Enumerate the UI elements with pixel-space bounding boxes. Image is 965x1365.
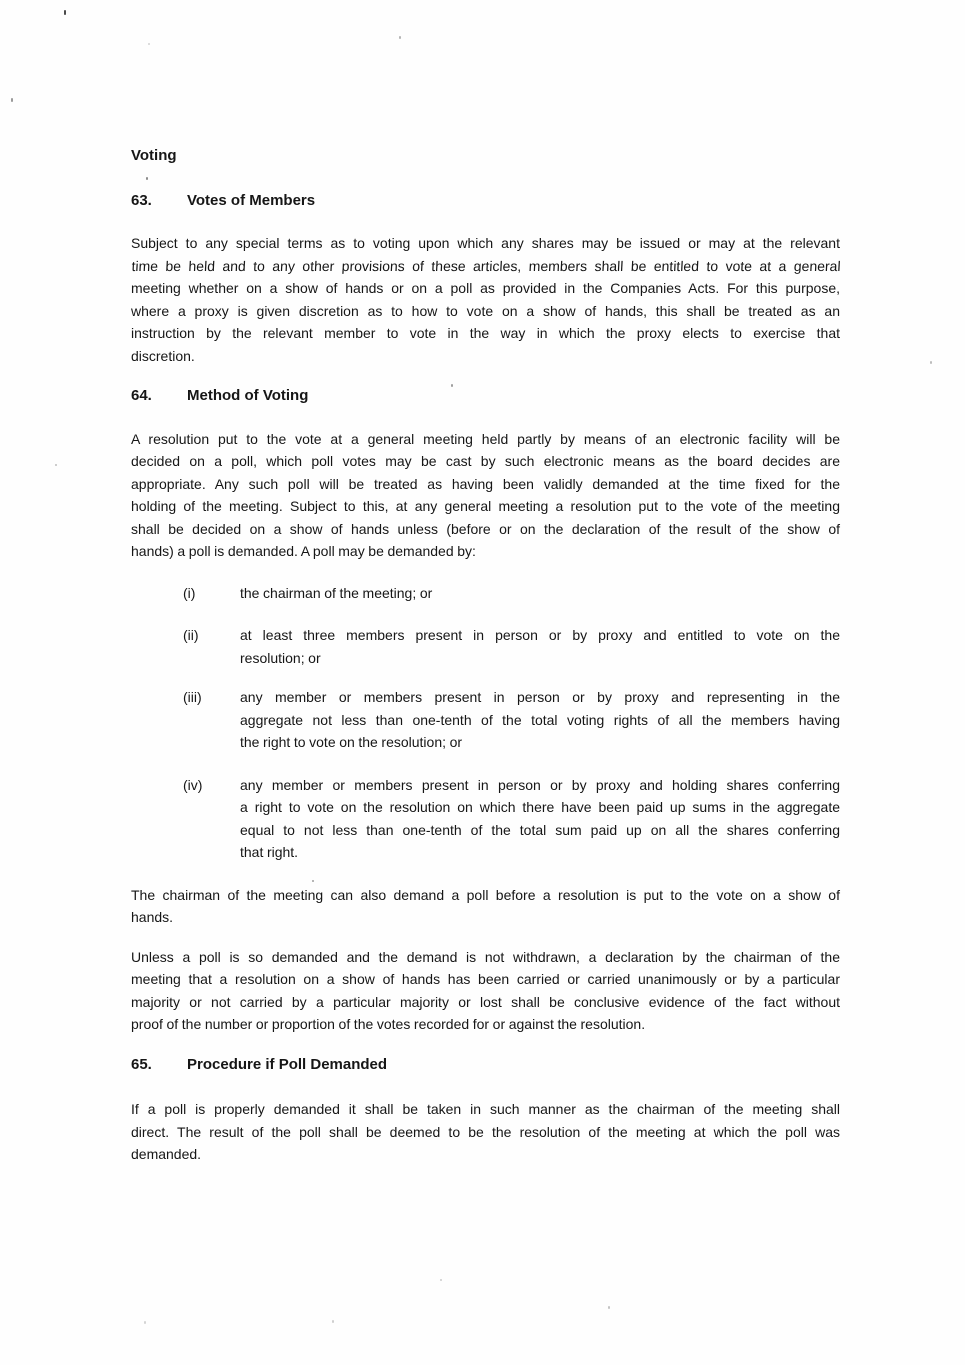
text-line: equal to not less than one-tenth of the total sum paid up on all the shares conferring — [240, 821, 840, 838]
text-line: any member or members present in person or by proxy and representing in the — [240, 689, 840, 705]
text-line: the right to vote on the resolution; or — [240, 734, 463, 750]
text-line: holding of the meeting. Subject to this, at any general meeting a resolution put to the vote of the meeting — [131, 498, 840, 514]
text-line: Unless a poll is so demanded and the demand is not withdrawn, a declaration by the chairman of the — [131, 948, 840, 965]
text-line: resolution; or — [240, 649, 321, 666]
article-64-chairman-paragraph — [131, 884, 840, 929]
text-line: shall be decided on a show of hands unless (before or on the declaration of the result of the show of — [131, 520, 840, 537]
article-65-heading — [131, 1054, 840, 1077]
scan-speck — [144, 1321, 146, 1324]
text-line: The chairman of the meeting can also demand a poll before a resolution is put to the vote on a show of — [131, 886, 840, 903]
section-heading-voting: Voting — [131, 147, 177, 164]
poll-demand-item-iv-text — [240, 774, 840, 864]
poll-demand-item-iii-marker: (iii) — [183, 689, 202, 705]
scan-speck — [312, 880, 314, 882]
scan-speck — [440, 1279, 442, 1281]
text-line: decided on a poll, which poll votes may be cast by such electronic means as the board decides are — [131, 453, 840, 469]
poll-demand-item-iii-text — [240, 686, 840, 754]
scan-speck — [146, 177, 148, 180]
text-line: direct. The result of the poll shall be deemed to be the resolution of the meeting at which the poll was — [131, 1123, 840, 1140]
text-line: any member or members present in person or by proxy and holding shares conferring — [240, 776, 840, 793]
article-63-heading — [131, 190, 840, 213]
text-line: instruction by the relevant member to vote in the way in which the proxy elects to exercise that — [131, 325, 840, 341]
article-64-title: Method of Voting — [187, 387, 309, 404]
article-64-paragraph — [131, 428, 840, 563]
poll-demand-item-iv-marker: (iv) — [183, 776, 203, 793]
scan-speck — [608, 1306, 610, 1309]
poll-demand-item-i-text — [240, 582, 840, 605]
article-65-paragraph — [131, 1098, 840, 1166]
text-line: at least three members present in person or by proxy and entitled to vote on the — [240, 627, 840, 643]
scan-speck — [55, 464, 57, 466]
scan-speck — [930, 361, 932, 364]
scan-speck — [148, 43, 150, 45]
text-line: hands) a poll is demanded. A poll may be demanded by: — [131, 543, 476, 559]
scan-speck — [332, 1320, 334, 1323]
text-line: Subject to any special terms as to voting upon which any shares may be issued or may at the relevant — [131, 235, 840, 251]
text-line: where a proxy is given discretion as to how to vote on a show of hands, this shall be treated as an — [131, 302, 840, 319]
article-65-title: Procedure if Poll Demanded — [187, 1055, 388, 1073]
text-line: hands. — [131, 909, 174, 925]
text-line: that right. — [240, 844, 299, 860]
poll-demand-item-i-marker: (i) — [183, 584, 196, 601]
scan-speck — [399, 36, 401, 39]
text-line: If a poll is properly demanded it shall be taken in such manner as the chairman of the meeting shall — [131, 1101, 840, 1117]
text-line: meeting that a resolution on a show of hands has been carried or carried unanimously or by a particular — [131, 971, 840, 987]
text-line: a right to vote on the resolution on which there have been paid up sums in the aggregate — [240, 799, 840, 815]
text-line: aggregate not less than one-tenth of the total voting rights of all the members having — [240, 711, 840, 728]
document-content — [131, 145, 840, 1166]
scan-speck — [64, 10, 66, 15]
text-line: the chairman of the meeting; or — [240, 584, 433, 601]
text-line: appropriate. Any such poll will be treated as having been validly demanded at the time fixed for the — [131, 475, 840, 492]
poll-demand-item-ii-text — [240, 624, 840, 669]
article-65 — [131, 1054, 840, 1166]
article-63-title: Votes of Members — [187, 191, 316, 209]
scan-speck — [11, 98, 13, 102]
poll-demand-item-i — [131, 582, 840, 605]
article-64-number: 64. — [131, 387, 152, 404]
article-63-number: 63. — [131, 191, 152, 209]
scan-speck — [451, 384, 453, 387]
poll-demand-item-ii-marker: (ii) — [183, 627, 199, 643]
article-65-number: 65. — [131, 1055, 152, 1073]
text-line: majority or not carried by a particular majority or lost shall be conclusive evidence of the fact without — [131, 993, 840, 1010]
text-line: meeting whether on a show of hands or on a poll as provided in the Companies Acts. For this purpose, — [131, 280, 840, 296]
poll-demand-item-ii — [131, 624, 840, 669]
article-64-unless-paragraph — [131, 946, 840, 1036]
text-line: time be held and to any other provisions of these articles, members shall be entitled to vote at a general — [131, 257, 842, 274]
text-line: A resolution put to the vote at a general meeting held partly by means of an electronic facility will be — [131, 430, 840, 447]
article-64 — [131, 385, 840, 1036]
poll-demand-item-iii — [131, 686, 840, 754]
poll-demand-item-iv — [131, 774, 840, 864]
article-63-paragraph — [131, 232, 840, 367]
text-line: proof of the number or proportion of the votes recorded for or against the resolution. — [131, 1016, 646, 1032]
article-63 — [131, 190, 840, 368]
text-line: discretion. — [131, 347, 195, 364]
text-line: demanded. — [131, 1146, 202, 1162]
article-64-heading — [131, 385, 840, 408]
